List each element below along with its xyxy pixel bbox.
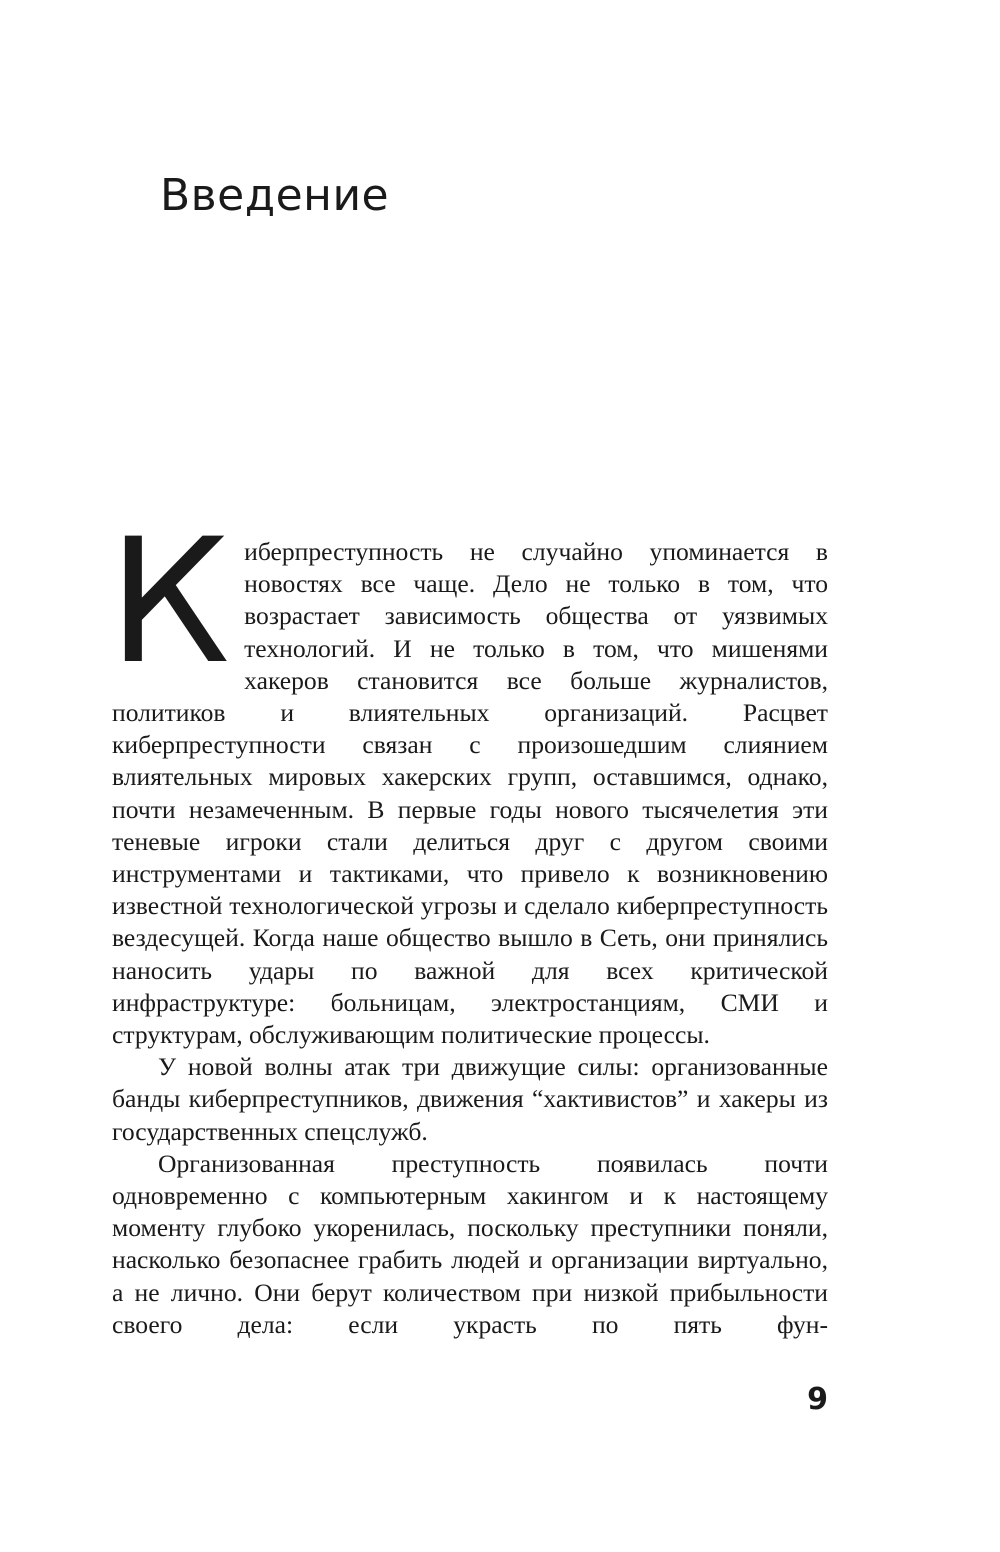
drop-cap: К [108,501,231,702]
page-number: 9 [807,1382,828,1417]
paragraph-1 [108,501,828,1051]
body-text [108,501,828,1341]
chapter-title: Введение [160,170,390,221]
paragraph-2: У новой волны атак три движущие силы: организованные банды киберпреступников, движения “хактивистов” и хакеры из государственных спецслужб. [112,1052,828,1146]
paragraph-1-text: иберпреступность не случайно упоминается в новостях все чаще. Дело не только в том, что возрастает зависимость общества от уязвимых технологий. И не только в том, что мишенями хакеров становится все больше журналистов, политиков и влиятельных организаций. Расцвет киберпреступности связан с произошедшим слиянием влиятельных мировых хакерских групп, оставшимся, однако, почти незамеченным. В первые годы нового тысячелетия эти теневые игроки стали делиться друг с другом своими инструментами и тактиками, что привело к возникновению известной технологической угрозы и сделало киберпреступность вездесущей. Когда наше общество вышло в Сеть, они принялись наносить удары по важной для всех критической инфраструктуре: больницам, электростанциям, СМИ и структурам, обслуживающим политические процессы. [112,537,828,1050]
paragraph-3: Организованная преступность появилась почти одновременно с компьютерным хакингом и к настоящему моменту глубоко укоренилась, поскольку преступники поняли, насколько безопаснее грабить людей и организации виртуально, а не лично. Они берут количеством при низкой прибыльности своего дела: если украсть по пять фун- [112,1148,828,1339]
